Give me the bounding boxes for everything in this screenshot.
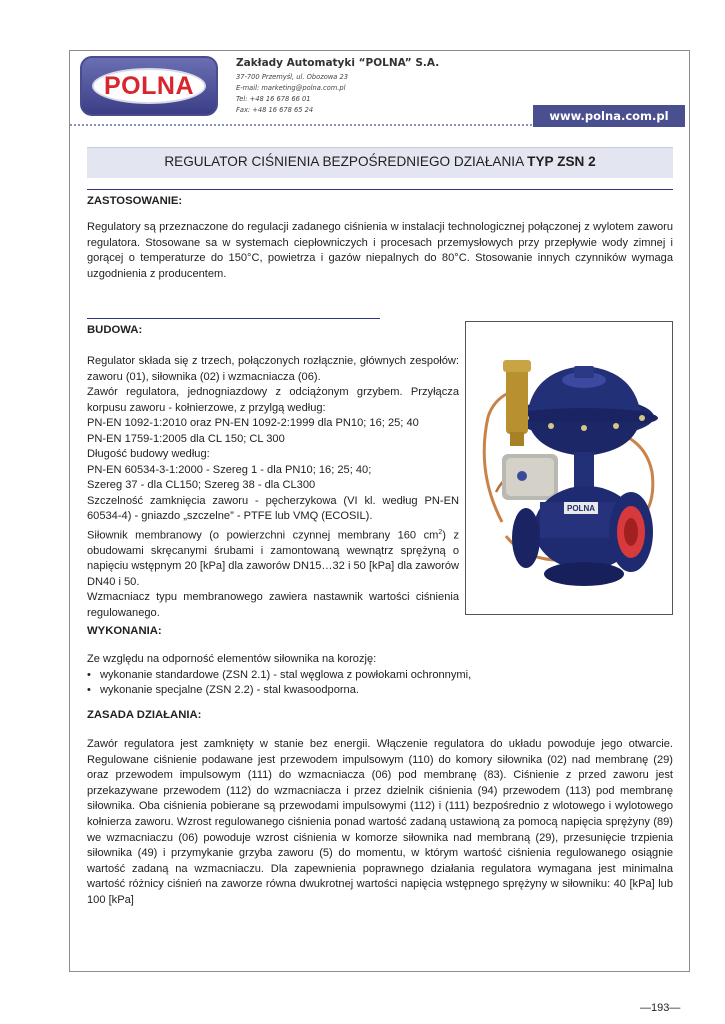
budowa-intro: Regulator składa się z trzech, połączonych rozłącznie, głównych zespołów: zaworu (01), siłownika (02) i wzmacniacza (06). xyxy=(87,355,459,383)
zastosowanie-text: Regulatory są przeznaczone do regulacji zadanego ciśnienia w instalacji technologicznej połączonej z wylotem zaworu regulatora. Stosowane sa w systemach ciepłowniczych i procesach przemysłowych przy przepływie wody zimnej i gorącej o temperaturze do 150°C, powietrza i gazów niepalnych do 80°C. Stosowanie innych czynników wymaga uzgodnienia z producentem. xyxy=(87,221,673,280)
wykonania-heading: WYKONANIA: xyxy=(87,625,162,637)
zasada-heading: ZASADA DZIAŁANIA: xyxy=(87,709,202,721)
header-dotted-divider xyxy=(70,124,532,126)
budowa-last: Wzmacniacz typu membranowego zawiera nastawnik wartości ciśnienia regulowanego. xyxy=(87,591,459,619)
wykonania-body xyxy=(87,652,673,699)
membrane-text-b: ) z obudowami skręcanymi śrubami i zamontowaną wewnątrz sprężyną o napięciu wstępnym 20 [kPa] dla zaworów DN15…32 i 50 [kPa] dla zaworów DN40 i 50. xyxy=(87,529,459,588)
list-item: • wykonanie specjalne (ZSN 2.2) - stal kwasoodporna. xyxy=(87,683,673,699)
company-email: E-mail: marketing@polna.com.pl xyxy=(236,84,346,92)
title-underline xyxy=(87,189,673,190)
budowa-line: PN-EN 60534-3-1:2000 - Szereg 1 - dla PN10; 16; 25; 40; xyxy=(87,463,372,476)
zasada-text: Zawór regulatora jest zamknięty w stanie bez energii. Włączenie regulatora do układu powoduje jego otwarcie. Regulowane ciśnienie podawane jest przewodem impulsowym (110) do komory siłownika (02) nad membranę (29) oraz przewodem impulsowym (111) do wzmacniacza (06) pod membranę (83). Ciśnienie z przed zaworu jest przekazywane przewodem (112) do wzmacniacza i przez dzielnik ciśnienia (94) przewodem (113) pod membranę siłownika. Oba ciśnienia pobierane są przewodami impulsowymi (112) i (111) bezpośrednio z wlotowego i wylotowego kołnierza zaworu. Wzrost regulowanego ciśnienia ponad wartość zadaną ustawioną za pomocą napięcia sprężyny (89) we wzmacniaczu (06) powoduje wzrost ciśnienia w komorze siłownika nad membraną (29), przesunięcie trzpienia siłownika (49) i przymykanie grzyba zaworu (5) do momentu, w którym wartość ciśnienia regulowanego osiągnie wartość zadaną na wzmacniaczu. Dla zapewnienia poprawnego działania regulatora wymagana jest minimalna wartość różnicy ciśnień na zaworze równa dwukrotnej wartości napięcia wstępnego sprężyny w siłowniku: 40 [kPa] lub 100 [kPa] xyxy=(87,738,673,906)
logo-text: POLNA xyxy=(104,72,194,100)
photo-plate-text: POLNA xyxy=(567,504,595,513)
company-tel: Tel: +48 16 678 66 01 xyxy=(236,95,311,103)
title-main: REGULATOR CIŚNIENIA BEZPOŚREDNIEGO DZIAŁANIA xyxy=(164,154,524,169)
budowa-line: Szereg 37 - dla CL150; Szereg 38 - dla CL300 xyxy=(87,479,316,491)
budowa-line: PN-EN 1092-1:2010 oraz PN-EN 1092-2:1999 dla PN10; 16; 25; 40 xyxy=(87,417,419,429)
wykonania-list xyxy=(87,668,673,699)
regulator-photo xyxy=(465,321,673,615)
wykonania-intro: Ze względu na odporność elementów siłownika na korozję: xyxy=(87,653,377,665)
budowa-heading: BUDOWA: xyxy=(87,324,143,336)
zastosowanie-heading: ZASTOSOWANIE: xyxy=(87,195,183,207)
company-fax: Fax: +48 16 678 65 24 xyxy=(236,106,314,114)
page-title xyxy=(87,147,673,176)
company-name: Zakłady Automatyki “POLNA” S.A. xyxy=(236,57,440,69)
title-type: TYP ZSN 2 xyxy=(527,154,596,169)
page-number-value: 193 xyxy=(651,1002,670,1014)
membrane-sup: 2 xyxy=(438,528,443,536)
budowa-line: Zawór regulatora, jednogniazdowy z odciążonym grzybem. Przyłącza korpusu zaworu - kołnierzowe, z przylgą według: xyxy=(87,386,459,414)
website-link[interactable]: www.polna.com.pl xyxy=(533,105,685,127)
budowa-line: Szczelność zamknięcia zaworu - pęcherzykowa (VI kl. według PN-EN 60534-4) - gniazdo „szczelne” - PTFE lub VMQ (ECOSIL). xyxy=(87,494,459,522)
budowa-line: Długość budowy według: xyxy=(87,448,210,460)
budowa-membrane xyxy=(87,525,459,591)
polna-logo xyxy=(80,56,218,116)
membrane-text-a: Siłownik membranowy (o powierzchni czynnej membrany 160 cm xyxy=(87,529,439,542)
budowa-line: PN-EN 1759-1:2005 dla CL 150; CL 300 xyxy=(87,432,285,445)
list-item: • wykonanie standardowe (ZSN 2.1) - stal węglowa z powłokami ochronnymi, xyxy=(87,668,673,684)
budowa-body xyxy=(87,354,459,621)
budowa-rule xyxy=(87,318,380,319)
regulator-illustration xyxy=(466,322,672,614)
page-number: —193— xyxy=(640,1002,681,1014)
company-address: 37-700 Przemyśl, ul. Obozowa 23 xyxy=(236,73,349,81)
